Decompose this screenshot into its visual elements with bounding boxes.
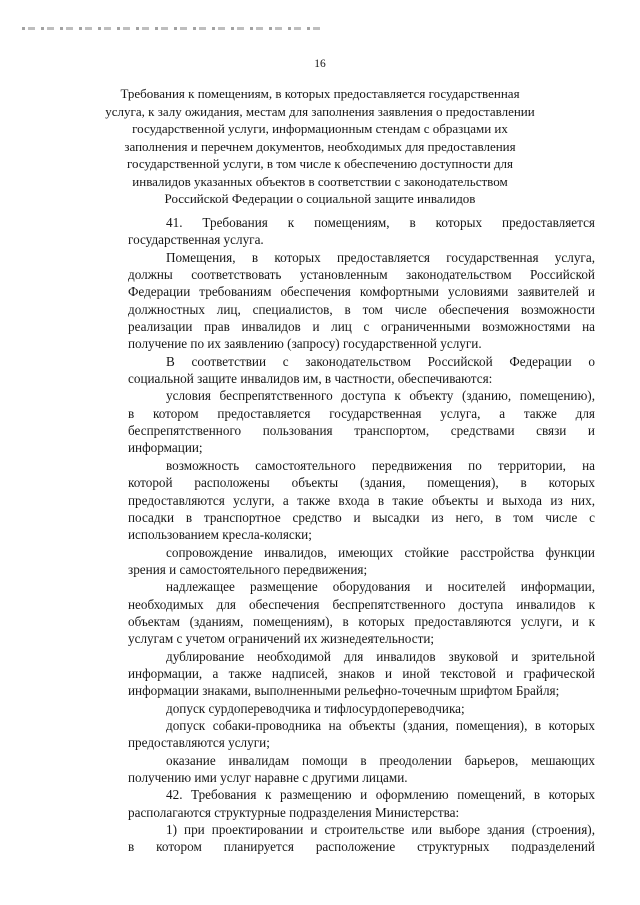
paragraph-line: реализации прав инвалидов и лиц с ограниченными возможностями на [128,319,595,335]
scan-header-marks [22,27,322,30]
list-item-line: объектам (зданиям, помещениям), в которых предоставляются услуги, и к [128,613,595,629]
body-text [128,214,595,856]
paragraph-line: В соответствии с законодательством Российской Федерации о [166,353,595,369]
list-item-line: посадки в транспортное средство и высадки из него, в том числе с [128,509,595,525]
clause-42-line: располагаются структурные подразделения Министерства: [128,804,460,820]
subclause-line: в котором планируется расположение структурных подразделений [128,839,595,855]
list-item-line: надлежащее размещение оборудования и носителей информации, [166,579,595,595]
heading-line: услуга, к залу ожидания, местам для заполнения заявления о предоставлении [105,103,535,119]
list-item-line: информации, а также надписей, знаков и иной текстовой и графической [128,665,595,681]
subclause-line: 1) при проектировании и строительстве или выборе здания (строения), [166,822,595,838]
list-item-line: услугам с учетом ограничений их жизнедеятельности; [128,631,435,647]
heading-line: государственной услуги, информационным стендам с образцами их [132,121,508,136]
paragraph-line: получение по их заявлению (запросу) государственной услуги. [128,336,482,352]
list-item-line: получению ими услуг наравне с другими лицами. [128,770,408,785]
paragraph-line: Федерации требованиям обеспечения комфортными условиями заявителей и [128,284,595,300]
list-item-line: сопровождение инвалидов, имеющих стойкие расстройства функции [166,544,595,560]
list-item-line: информации знаками, выполненными рельефно-точечным шрифтом Брайля; [128,683,560,699]
list-item-line: допуск сурдопереводчика и тифлосурдопереводчика; [166,700,465,716]
list-item-line: необходимых для обеспечения беспрепятственного доступа инвалидов к [128,596,595,612]
paragraph-line: должны соответствовать установленным законодательством Российской [128,267,595,283]
list-item-line: предоставляются услуги, а также входа в такие объекты и выхода из них, [128,492,595,508]
paragraph-line: социальной защите инвалидов им, в частности, обеспечиваются: [128,371,493,387]
paragraph-line: Помещения, в которых предоставляется государственная услуга, [166,249,595,265]
list-item-line: допуск собаки-проводника на объекты (здания, помещения), в которых [166,717,595,733]
page-number: 16 [314,58,326,70]
list-item-line: в котором предоставляется государственная услуга, а также для [128,405,595,421]
heading-line: Российской Федерации о социальной защите инвалидов [164,191,476,206]
list-item-line: информации; [128,440,203,456]
list-item-line: оказание инвалидам помощи в преодолении барьеров, мешающих [166,752,595,768]
paragraph-line: должностных лиц, специалистов, в том числе обеспечения возможности [128,301,595,317]
heading-line: заполнения и перечнем документов, необходимых для предоставления [124,138,516,154]
clause-41-line: государственная услуга. [128,232,264,248]
clause-41-line: 41. Требования к помещениям, в которых предоставляется [166,215,595,230]
list-item-line: беспрепятственного пользования транспортом, средствами связи и [128,423,595,439]
list-item-line: которой расположены объекты (здания, помещения), в которых [128,475,595,491]
heading-line: Требования к помещениям, в которых предоставляется государственная [120,86,520,101]
heading-line: инвалидов указанных объектов в соответствии с законодательством [132,173,508,189]
clause-42-line: 42. Требования к размещению и оформлению помещений, в которых [166,787,595,803]
list-item-line: условия беспрепятственного доступа к объекту (зданию, помещению), [166,388,595,404]
list-item-line: дублирование необходимой для инвалидов звуковой и зрительной [166,648,595,664]
list-item-line: возможность самостоятельного передвижения по территории, на [166,457,595,473]
list-item-line: предоставляются услуги; [128,735,270,751]
list-item-line: зрения и самостоятельного передвижения; [128,561,368,577]
section-heading [0,85,640,208]
list-item-line: использованием кресла-коляски; [128,527,312,543]
heading-line: государственной услуги, в том числе к обеспечению доступности для [126,156,513,171]
